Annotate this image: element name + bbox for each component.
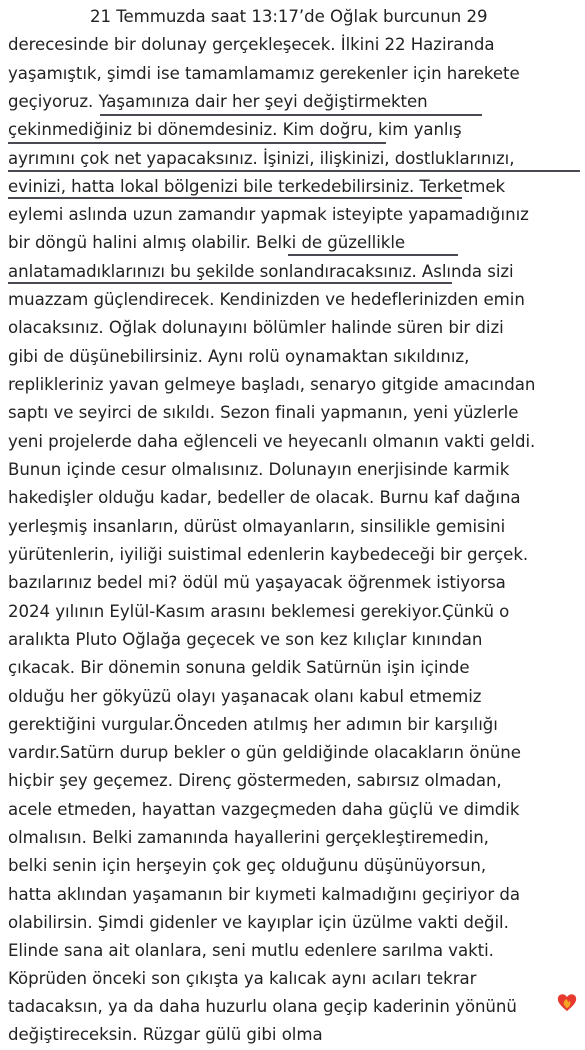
text-line: tadacaksın, ya da daha huzurlu olana geçip kaderinin yönünü bbox=[8, 997, 517, 1016]
text-line: geçiyoruz. Yaşamınıza dair her şeyi değiştirmekten bbox=[8, 92, 428, 111]
text-line: derecesinde bir dolunay gerçekleşecek. İlkini 22 Haziranda bbox=[8, 35, 495, 54]
highlight-underline bbox=[8, 142, 386, 144]
text-line: bir döngü halini almış olabilir. Belki de güzellikle bbox=[8, 233, 406, 252]
highlight-underline bbox=[8, 197, 462, 199]
text-line: Köprüden önceki son çıkışta ya kalıcak aynı acıları tekrar bbox=[8, 969, 477, 988]
text-line: olmalısın. Belki zamanında hayallerini gerçekleştiremedin, bbox=[8, 828, 489, 847]
text-line: hakedişler olduğu kadar, bedeller de olacak. Burnu kaf dağına bbox=[8, 488, 521, 507]
text-line: olabilirsin. Şimdi gidenler ve kayıplar için üzülme vakti değil. bbox=[8, 913, 509, 932]
text-line: eylemi aslında uzun zamandır yapmak isteyipte yapamadığınız bbox=[8, 205, 529, 224]
text-line: 21 Temmuzda saat 13:17’de Oğlak burcunun 29 bbox=[90, 7, 488, 26]
text-line: aralıkta Pluto Oğlağa geçecek ve son kez kılıçlar kınından bbox=[8, 630, 483, 649]
text-line: çıkacak. Bir dönemin sonuna geldik Satürnün işin içinde bbox=[8, 658, 470, 677]
text-line: vardır.Satürn durup bekler o gün geldiğinde olacakların önüne bbox=[8, 743, 521, 762]
text-line: ayrımını çok net yapacaksınız. İşinizi, ilişkinizi, dostluklarınızı, bbox=[8, 149, 515, 168]
text-line: Elinde sana ait olanlara, seni mutlu edenlere sarılma vakti. bbox=[8, 941, 494, 960]
highlight-underline bbox=[288, 254, 458, 256]
text-line: değiştireceksin. Rüzgar gülü gibi olma bbox=[8, 1025, 323, 1044]
text-line: gibi de düşünebilirsiniz. Aynı rolü oynamaktan sıkıldınız, bbox=[8, 347, 470, 366]
text-line: saptı ve seyirci de sıkıldı. Sezon finali yapmanın, yeni yüzlerle bbox=[8, 403, 519, 422]
highlight-underline bbox=[8, 282, 452, 284]
text-line: yerleşmiş insanların, dürüst olmayanların, sinsilikle gemisini bbox=[8, 517, 506, 536]
text-line: belki senin için herşeyin çok geç olduğunu düşünüyorsun, bbox=[8, 856, 487, 875]
text-line: çekinmediğiniz bi dönemdesiniz. Kim doğru, kim yanlış bbox=[8, 120, 462, 139]
text-line: hatta aklından yaşamanın bir kıymeti kalmadığını geçiriyor da bbox=[8, 885, 520, 904]
text-line: yeni projelerde daha eğlenceli ve heyecanlı olmanın vakti geldi. bbox=[8, 432, 536, 451]
text-line: muazzam güçlendirecek. Kendinizden ve hedeflerinizden emin bbox=[8, 290, 525, 309]
text-line: olduğu her gökyüzü olayı yaşanacak olanı kabul etmemiz bbox=[8, 687, 482, 706]
text-line: acele etmeden, hayattan vazgeçmeden daha güçlü ve dimdik bbox=[8, 800, 520, 819]
text-line: yürütenlerin, iyiliği suistimal edenlerin kaybedeceği bir gerçek. bbox=[8, 545, 529, 564]
text-line: Bunun içinde cesur olmalısınız. Dolunayın enerjisinde karmik bbox=[8, 460, 510, 479]
text-line: evinizi, hatta lokal bölgenizi bile terkedebilirsiniz. Terketmek bbox=[8, 177, 506, 196]
highlight-underline bbox=[100, 114, 482, 116]
text-line: olacaksınız. Oğlak dolunayını bölümler halinde süren bir dizi bbox=[8, 318, 504, 337]
highlight-underline bbox=[8, 170, 580, 172]
text-line: hiçbir şey geçemez. Direnç göstermeden, sabırsız olmadan, bbox=[8, 771, 502, 790]
text-line: 2024 yılının Eylül-Kasım arasını beklemesi gerekiyor.Çünkü o bbox=[8, 602, 510, 621]
text-line: replikleriniz yavan gelmeye başladı, senaryo gitgide amacından bbox=[8, 375, 536, 394]
text-line: bazılarınız bedel mi? ödül mü yaşayacak öğrenmek istiyorsa bbox=[8, 573, 506, 592]
text-line: gerektiğini vurgular.Önceden atılmış her adımın bir karşılığı bbox=[8, 715, 498, 734]
text-line: anlatamadıklarınızı bu şekilde sonlandıracaksınız. Aslında sizi bbox=[8, 262, 514, 281]
burning-heart-icon bbox=[556, 991, 578, 1013]
text-line: yaşamıştık, şimdi ise tamamlamamız gerekenler için harekete bbox=[8, 64, 520, 83]
